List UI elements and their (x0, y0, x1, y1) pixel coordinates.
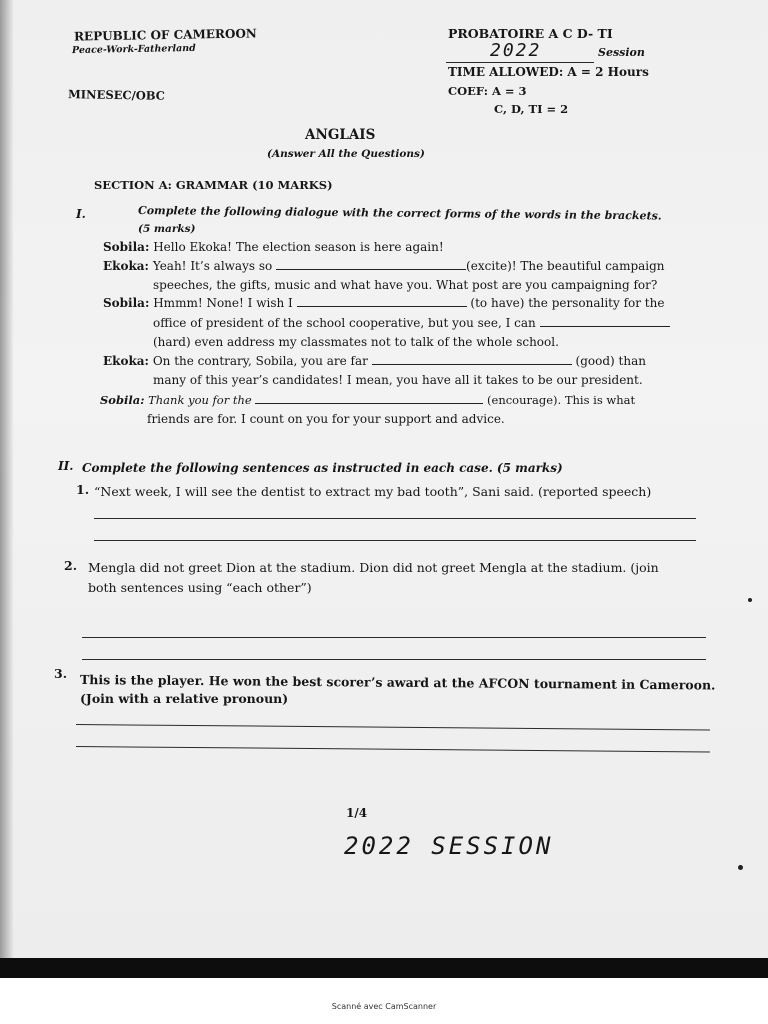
dialogue-text: On the contrary, Sobila, you are far (152, 354, 368, 368)
dialogue-text: Hmmm! None! I wish I (153, 296, 293, 310)
answer-line[interactable] (94, 518, 696, 519)
dialogue-line (103, 240, 444, 254)
dialogue-text: Hello Ekoka! The election season is here again! (153, 240, 444, 254)
dialogue-text: (excite)! The beautiful campaign (466, 259, 665, 273)
dialogue-text: office of president of the school cooperative, but you see, I can (153, 316, 536, 330)
question-text: This is the player. He won the best scorer’s award at the AFCON tournament in Cameroon. (79, 672, 716, 693)
question-number: 2. (64, 558, 78, 573)
dialogue-text: Yeah! It’s always so (152, 259, 273, 273)
scanner-watermark: Scanné avec CamScanner (331, 1002, 437, 1011)
dialogue-text: Thank you for the (148, 393, 252, 407)
republic-label: REPUBLIC OF CAMEROON (73, 26, 257, 44)
answer-blank[interactable] (255, 402, 483, 404)
question-text: both sentences using “each other”) (88, 580, 312, 595)
question-number: 3. (54, 666, 68, 681)
handwritten-session: 2022 SESSION (344, 832, 554, 860)
question-number: 1. (76, 482, 90, 497)
coef-a: COEF: A = 3 (448, 84, 527, 98)
question-text: (Join with a relative pronoun) (80, 691, 289, 706)
answer-line[interactable] (76, 724, 710, 731)
speaker-name: Sobila: (100, 393, 145, 407)
session-label: Session (598, 46, 645, 59)
speaker-name: Sobila: (103, 296, 150, 310)
answer-line[interactable] (94, 540, 696, 541)
page-number: 1/4 (346, 806, 368, 820)
answer-line[interactable] (82, 637, 706, 638)
ink-speck (748, 598, 752, 602)
part2-instruction: Complete the following sentences as instructed in each case. (5 marks) (82, 461, 563, 475)
dialogue-text: (to have) the personality for the (470, 296, 665, 310)
speaker-name: Sobila: (103, 240, 150, 254)
dialogue-line (103, 259, 665, 273)
dialogue-line (100, 393, 635, 407)
dialogue-text: many of this year’s candidates! I mean, you have all it takes to be our president. (153, 373, 643, 387)
exam-title: PROBATOIRE A C D- TI (448, 26, 613, 41)
part1-instruction: Complete the following dialogue with the correct forms of the words in the brackets. (137, 204, 662, 223)
dialogue-text: (hard) even address my classmates not to talk of the whole school. (153, 335, 559, 349)
part1-numeral: I. (76, 207, 86, 221)
part1-marks: (5 marks) (138, 223, 196, 235)
ink-speck (738, 865, 743, 870)
dialogue-text: speeches, the gifts, music and what have you. What post are you campaigning for? (153, 278, 658, 292)
handwritten-year: 2022 (490, 40, 542, 61)
dialogue-text: (encourage). This is what (487, 393, 636, 407)
dialogue-line (153, 316, 670, 330)
dialogue-line (103, 296, 664, 310)
scan-border (0, 958, 768, 978)
coef-cd: C, D, TI = 2 (494, 102, 569, 116)
answer-line[interactable] (76, 746, 710, 753)
answer-blank[interactable] (372, 363, 572, 365)
question-text: “Next week, I will see the dentist to extract my bad tooth”, Sani said. (reported speech) (94, 484, 652, 499)
dialogue-line (103, 354, 646, 368)
page-edge-shadow (0, 0, 14, 958)
ministry-label: MINESEC/OBC (67, 87, 166, 103)
dialogue-text: (good) than (575, 354, 646, 368)
section-heading: SECTION A: GRAMMAR (10 MARKS) (94, 178, 333, 192)
motto-label: Peace-Work-Fatherland (71, 42, 196, 57)
speaker-name: Ekoka: (103, 259, 149, 273)
answer-blank[interactable] (297, 305, 467, 307)
time-allowed: TIME ALLOWED: A = 2 Hours (448, 65, 649, 79)
year-underline (446, 62, 594, 63)
question-text: Mengla did not greet Dion at the stadium. Dion did not greet Mengla at the stadium. (join (88, 560, 659, 575)
part2-numeral: II. (58, 459, 74, 473)
answer-blank[interactable] (276, 268, 466, 270)
answer-line[interactable] (82, 659, 706, 660)
answer-blank[interactable] (540, 325, 670, 327)
speaker-name: Ekoka: (103, 354, 149, 368)
subject-instruction: (Answer All the Questions) (267, 148, 425, 160)
subject-title: ANGLAIS (305, 127, 376, 143)
dialogue-text: friends are for. I count on you for your support and advice. (147, 412, 505, 426)
